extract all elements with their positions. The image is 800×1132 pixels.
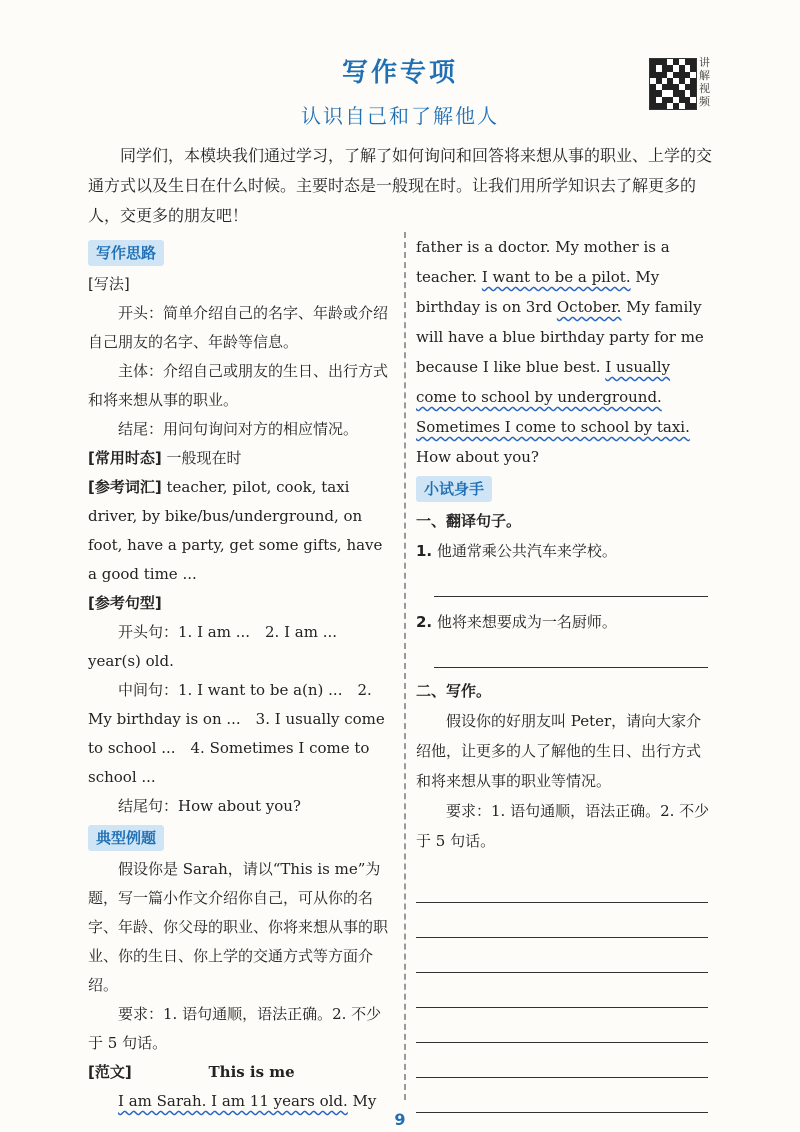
section-badge-practice: 小试身手 bbox=[416, 476, 492, 502]
page-subtitle: 认识自己和了解他人 bbox=[301, 104, 499, 128]
part1-heading: 一、翻译句子。 bbox=[416, 512, 522, 530]
left-column bbox=[88, 236, 394, 1116]
fanwen-continued bbox=[416, 232, 712, 472]
writing-line[interactable] bbox=[416, 1008, 708, 1043]
writing-requirement: 要求：1. 语句通顺，语法正确。2. 不少于 5 句话。 bbox=[416, 802, 710, 850]
fanwen-start-rest: My bbox=[347, 1092, 377, 1110]
answer-line-2[interactable] bbox=[434, 637, 708, 668]
qr-code-icon[interactable] bbox=[649, 58, 697, 110]
fanwen-label: [范文] bbox=[88, 1063, 132, 1081]
writing-line[interactable] bbox=[416, 938, 708, 973]
fanwen-line-1: father is a doctor. My mother is a teacher. bbox=[416, 238, 670, 286]
fanwen-underlined-2: October. bbox=[556, 298, 622, 316]
sentence-ending: 结尾句：How about you? bbox=[118, 797, 301, 815]
section-badge-writing-ideas: 写作思路 bbox=[88, 240, 164, 266]
fanwen-end: How about you? bbox=[416, 448, 539, 466]
writing-line[interactable] bbox=[416, 1078, 708, 1113]
question-1 bbox=[416, 536, 712, 566]
part2-heading: 二、写作。 bbox=[416, 682, 492, 700]
sentence-middle: 中间句：1. I want to be a(n) ... 2. My birthday is on ... 3. I usually come to school ... 4. Sometimes I come to school ... bbox=[88, 681, 385, 786]
qr-label: 讲解视频 bbox=[699, 56, 710, 108]
method-ending: 结尾：用问句询问对方的相应情况。 bbox=[118, 420, 359, 438]
sentence-opening: 开头句：1. I am ... 2. I am ... year(s) old. bbox=[88, 623, 338, 670]
q1-number: 1. bbox=[416, 542, 433, 560]
fanwen-row bbox=[88, 1058, 394, 1087]
page-title: 写作专项 bbox=[341, 58, 458, 88]
writing-prompt: 假设你的好朋友叫 Peter，请向大家介绍他，让更多的人了解他的生日、出行方式和将来想从事的职业等情况。 bbox=[416, 712, 702, 790]
intro-paragraph: 同学们，本模块我们通过学习，了解了如何询问和回答将来想从事的职业、上学的交通方式以及生日在什么时候。主要时态是一般现在时。让我们用所学知识去了解更多的人，交更多的朋友吧！ bbox=[88, 146, 713, 225]
method-body: 主体：介绍自己或朋友的生日、出行方式和将来想从事的职业。 bbox=[88, 362, 389, 409]
fanwen-underlined-1: I want to be a pilot. bbox=[481, 268, 631, 286]
fanwen-start-underlined: I am Sarah. I am 11 years old. bbox=[118, 1092, 348, 1110]
fanwen-title: This is me bbox=[208, 1063, 295, 1081]
example-prompt: 假设你是 Sarah，请以“This is me”为题，写一篇小作文介绍你自己，可从你的名字、年龄、你父母的职业、你将来想从事的职业、你的生日、你上学的交通方式等方面介绍。 bbox=[88, 860, 389, 994]
sentence-pattern-label: [参考句型] bbox=[88, 594, 162, 612]
vocab-label: [参考词汇] bbox=[88, 478, 162, 496]
fanwen-underlined-1-rest: My birthday is on 3rd bbox=[416, 268, 660, 316]
writing-line[interactable] bbox=[416, 868, 708, 903]
answer-line-1[interactable] bbox=[434, 566, 708, 597]
writing-line[interactable] bbox=[416, 973, 708, 1008]
vocab-value: teacher, pilot, cook, taxi driver, by bike/bus/underground, on foot, have a party, get some gifts, have a good time ... bbox=[88, 478, 383, 583]
vocab-row bbox=[88, 473, 394, 589]
page-number: 9 bbox=[394, 1110, 406, 1129]
fanwen-underlined-3: I usually come to school by underground. Sometimes I come to school by taxi. bbox=[416, 358, 690, 436]
writing-line[interactable] bbox=[416, 903, 708, 938]
tense-label: [常用时态] bbox=[88, 449, 162, 467]
fanwen-rest: My family will have a blue birthday party for me because I like blue best. bbox=[416, 298, 704, 376]
method-opening: 开头：简单介绍自己的名字、年龄或介绍自己朋友的名字、年龄等信息。 bbox=[88, 304, 389, 351]
section-badge-example: 典型例题 bbox=[88, 825, 164, 851]
method-label: [写法] bbox=[88, 275, 130, 293]
writing-line[interactable] bbox=[416, 1043, 708, 1078]
example-requirement: 要求：1. 语句通顺，语法正确。2. 不少于 5 句话。 bbox=[88, 1005, 382, 1052]
tense-row bbox=[88, 444, 394, 473]
tense-value: 一般现在时 bbox=[166, 449, 242, 467]
right-column bbox=[416, 232, 712, 1113]
q1-text: 他通常乘公共汽车来学校。 bbox=[436, 542, 617, 560]
q2-number: 2. bbox=[416, 613, 433, 631]
question-2 bbox=[416, 607, 712, 637]
column-divider bbox=[404, 232, 406, 1100]
q2-text: 他将来想要成为一名厨师。 bbox=[436, 613, 617, 631]
